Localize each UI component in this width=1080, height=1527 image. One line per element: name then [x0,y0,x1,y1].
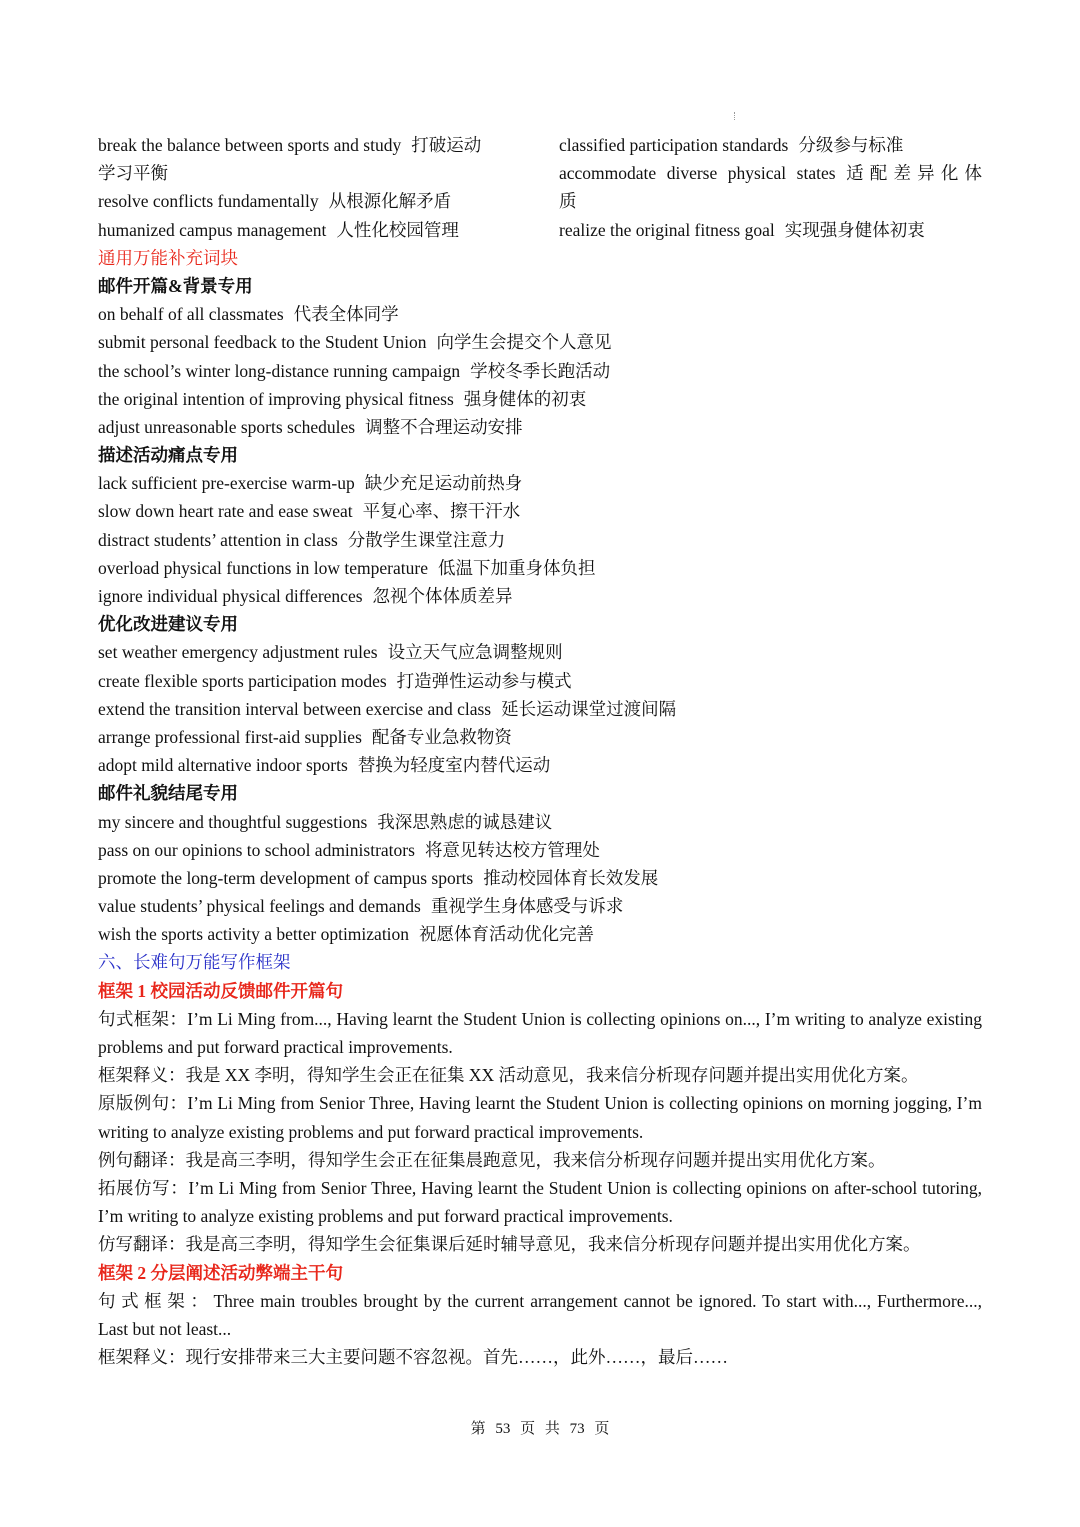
vocab-left-column [98,131,559,244]
phrase-line: extend the transition interval between exercise and class 延长运动课堂过渡间隔 [98,698,677,719]
frame-imitation: 拓展仿写：I’m Li Ming from Senior Three, Having learnt the Student Union is collecting opinions on after-school tutoring, I’m writing to analyze existing problems and put forward practical improvements. [98,1178,983,1227]
phrase-line: wish the sports activity a better optimization 祝愿体育活动优化完善 [98,924,595,945]
group-title: 邮件开篇&背景专用 [98,275,253,296]
frame-meaning: 框架释义：现行安排带来三大主要问题不容忽视。首先……，此外……，最后…… [98,1347,728,1368]
vocab-line: resolve conflicts fundamentally 从根源化解矛盾 [98,191,452,212]
vocab-line: break the balance between sports and study 打破运动 [98,135,482,155]
vocab-two-columns [98,131,982,244]
phrase-line: arrange professional first-aid supplies 配备专业急救物资 [98,726,512,747]
phrase-line: my sincere and thoughtful suggestions 我深思熟虑的诚恳建议 [98,811,553,832]
phrase-line: promote the long-term development of campus sports 推动校园体育长效发展 [98,867,659,888]
scan-mark [734,112,736,120]
frame-example-translation: 例句翻译：我是高三李明，得知学生会正在征集晨跑意见，我来信分析现存问题并提出实用优化方案。 [98,1149,886,1170]
section-heading: 六、长难句万能写作框架 [98,952,291,973]
vocab-line: accommodate diverse physical states 适配差异化体 [559,163,982,184]
phrase-line: create flexible sports participation modes 打造弹性运动参与模式 [98,670,572,691]
vocab-line: 学习平衡 [98,163,168,184]
frame-imitation-translation: 仿写翻译：我是高三李明，得知学生会征集课后延时辅导意见，我来信分析现存问题并提出实用优化方案。 [98,1234,921,1255]
group-title: 优化改进建议专用 [98,614,238,635]
phrase-line: adjust unreasonable sports schedules 调整不合理运动安排 [98,416,523,437]
frame-example: 原版例句：I’m Li Ming from Senior Three, Having learnt the Student Union is collecting opinions on morning jogging, I’m writing to analyze existing problems and put forward practical improvements. [98,1093,982,1142]
vocab-line: humanized campus management 人性化校园管理 [98,219,459,240]
general-heading: 通用万能补充词块 [98,247,238,268]
phrase-line: set weather emergency adjustment rules 设立天气应急调整规则 [98,642,563,663]
group-title: 邮件礼貌结尾专用 [98,783,238,804]
frame-meaning: 框架释义：我是 XX 李明，得知学生会正在征集 XX 活动意见，我来信分析现存问题并提出实用优化方案。 [98,1065,919,1086]
frame-pattern: 句式框架：Three main troubles brought by the current arrangement cannot be ignored. To start with..., Furthermore..., Last but not least... [98,1290,983,1340]
phrase-line: ignore individual physical differences 忽视个体体质差异 [98,586,513,606]
phrase-line: lack sufficient pre-exercise warm-up 缺少充足运动前热身 [98,473,523,494]
phrase-line: submit personal feedback to the Student Union 向学生会提交个人意见 [98,332,612,353]
phrase-line: overload physical functions in low temperature 低温下加重身体负担 [98,557,596,578]
phrase-line: the school’s winter long-distance running campaign 学校冬季长跑活动 [98,360,611,381]
frame-pattern: 句式框架：I’m Li Ming from..., Having learnt the Student Union is collecting opinions on..., I’m writing to analyze existing problems and put forward practical improvements. [98,1008,983,1058]
vocab-line: realize the original fitness goal 实现强身健体初衷 [559,219,925,240]
frame-title: 框架 2 分层阐述活动弊端主干句 [98,1262,343,1283]
phrase-line: value students’ physical feelings and demands 重视学生身体感受与诉求 [98,896,624,917]
phrase-line: on behalf of all classmates 代表全体同学 [98,304,399,325]
phrase-line: the original intention of improving physical fitness 强身健体的初衷 [98,388,587,409]
page-footer: 第 53 页 共 73 页 [470,1421,610,1437]
phrase-line: distract students’ attention in class 分散学生课堂注意力 [98,529,506,550]
group-title: 描述活动痛点专用 [98,445,238,466]
phrase-line: pass on our opinions to school administrators 将意见转达校方管理处 [98,839,600,860]
phrase-line: slow down heart rate and ease sweat 平复心率、擦干汗水 [98,501,521,522]
phrase-line: adopt mild alternative indoor sports 替换为轻度室内替代运动 [98,755,551,776]
vocab-line: 质 [559,191,577,212]
page-content [98,131,982,1371]
vocab-right-column [559,131,982,244]
frame-title: 框架 1 校园活动反馈邮件开篇句 [98,980,343,1001]
vocab-line: classified participation standards 分级参与标准 [559,135,904,155]
